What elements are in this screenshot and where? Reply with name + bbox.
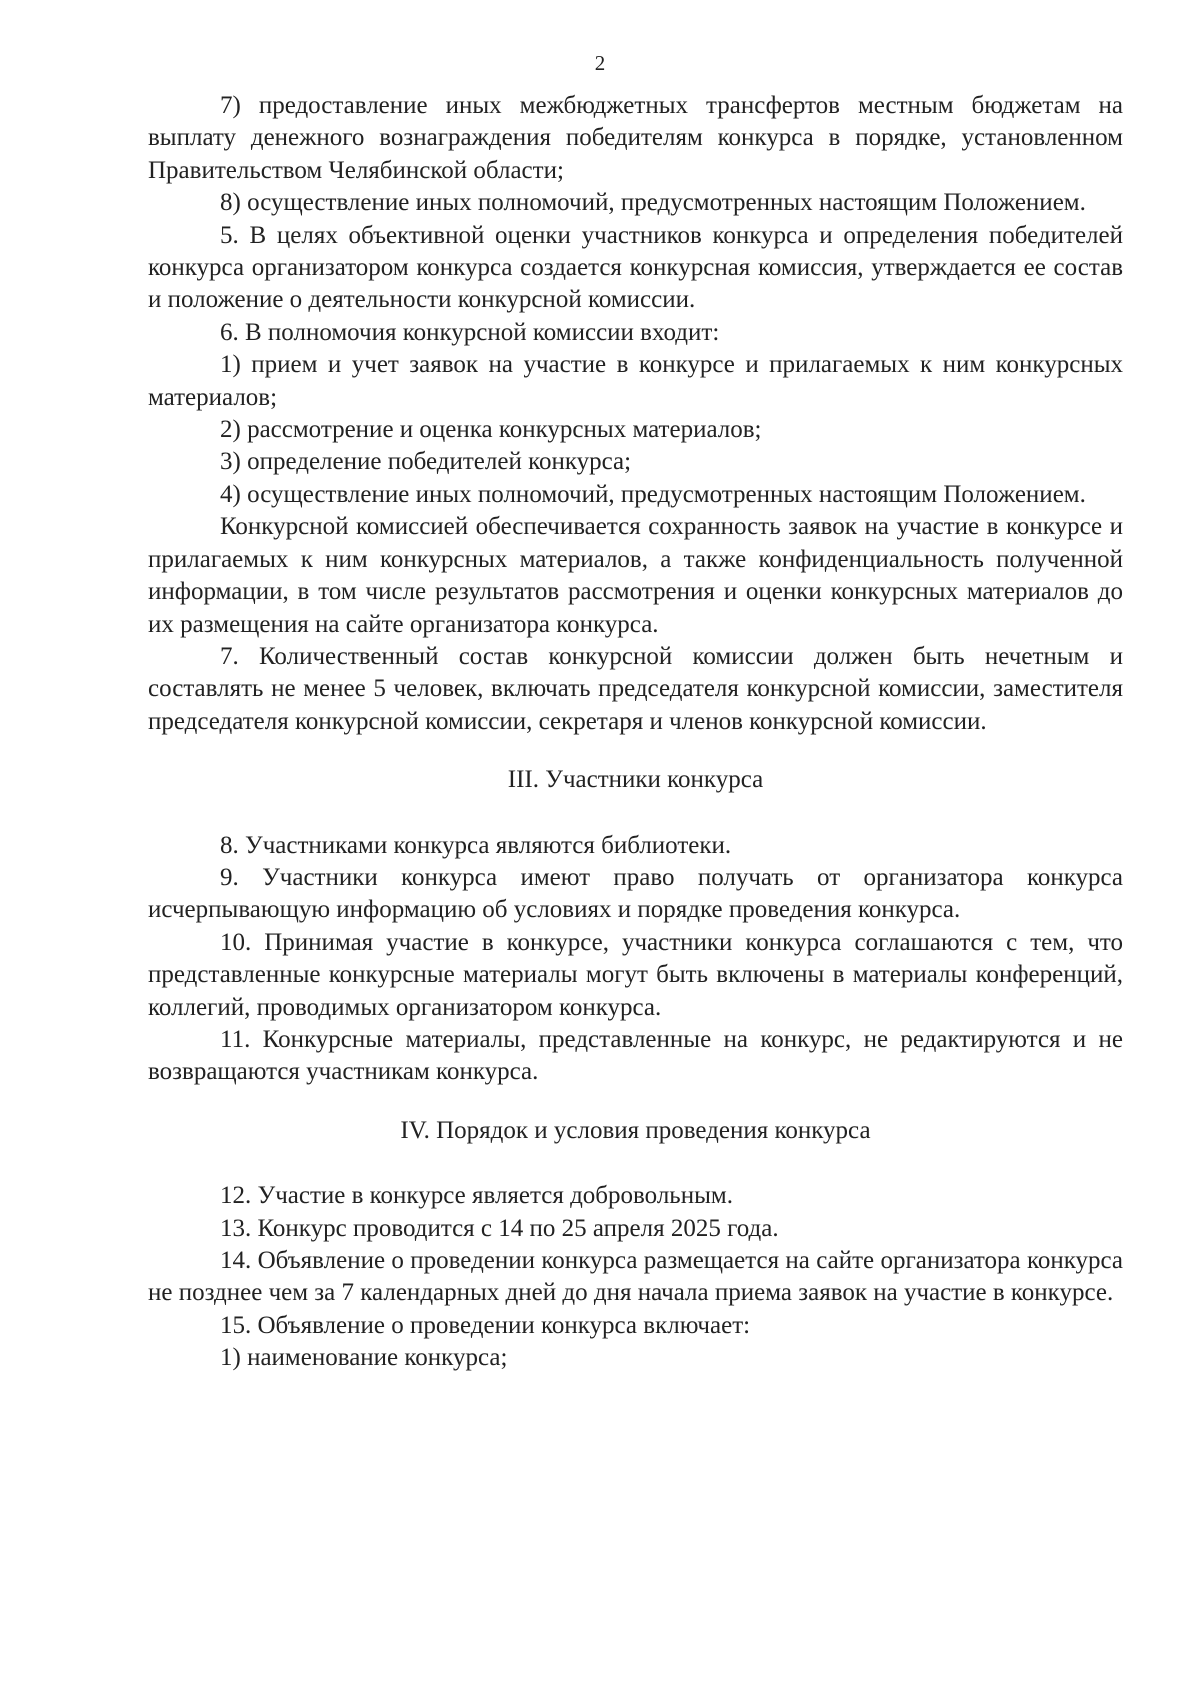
section-heading: IV. Порядок и условия проведения конкурса (400, 1116, 871, 1144)
paragraph: 10. Принимая участие в конкурсе, участники конкурса соглашаются с тем, что представленные конкурсные материалы могут быть включены в материалы конференций, коллегий, проводимых организатором конкурса. (148, 928, 1123, 1021)
paragraph: 6. В полномочия конкурсной комиссии входит: (220, 318, 720, 346)
paragraph: Конкурсной комиссией обеспечивается сохранность заявок на участие в конкурсе и прилагаемых к ним конкурсных материалов, а также конфиденциальность полученной информации, в том числе результатов рассмотрения и оценки конкурсных материалов до их размещения на сайте организатора конкурса. (148, 513, 1123, 638)
paragraph: 9. Участники конкурса имеют право получать от организатора конкурса исчерпывающую информацию об условиях и порядке проведения конкурса. (148, 863, 1123, 924)
paragraph: 8. Участниками конкурса являются библиотеки. (220, 831, 732, 859)
page-number: 2 (594, 51, 606, 75)
paragraph: 4) осуществление иных полномочий, предусмотренных настоящим Положением. (220, 480, 1086, 508)
paragraph: 5. В целях объективной оценки участников конкурса и определения победителей конкурса организатором конкурса создается конкурсная комиссия, утверждается ее состав и положение о деятельности конкурсной комиссии. (148, 221, 1123, 314)
paragraph: 15. Объявление о проведении конкурса включает: (220, 1311, 751, 1339)
paragraph: 1) прием и учет заявок на участие в конкурсе и прилагаемых к ним конкурсных материалов; (148, 351, 1123, 411)
paragraph: 11. Конкурсные материалы, представленные на конкурс, не редактируются и не возвращаются участникам конкурса. (148, 1025, 1123, 1086)
document-body (148, 90, 1123, 1375)
paragraph: 13. Конкурс проводится с 14 по 25 апреля 2025 года. (220, 1214, 779, 1242)
paragraph: 7. Количественный состав конкурсной комиссии должен быть нечетным и составлять не менее 5 человек, включать председателя конкурсной комиссии, заместителя председателя конкурсной комиссии, секретаря и членов конкурсной комиссии. (148, 642, 1123, 735)
paragraph: 14. Объявление о проведении конкурса размещается на сайте организатора конкурса не позднее чем за 7 календарных дней до дня начала приема заявок на участие в конкурсе. (148, 1247, 1123, 1307)
paragraph: 2) рассмотрение и оценка конкурсных материалов; (220, 416, 762, 444)
paragraph: 7) предоставление иных межбюджетных трансфертов местным бюджетам на выплату денежного вознаграждения победителям конкурса в порядке, установленном Правительством Челябинской области; (148, 92, 1123, 184)
section-heading: III. Участники конкурса (507, 766, 764, 794)
paragraph: 8) осуществление иных полномочий, предусмотренных настоящим Положением. (220, 189, 1086, 217)
paragraph: 3) определение победителей конкурса; (220, 448, 632, 476)
paragraph: 12. Участие в конкурсе является добровольным. (220, 1182, 733, 1210)
paragraph: 1) наименование конкурса; (220, 1344, 508, 1372)
